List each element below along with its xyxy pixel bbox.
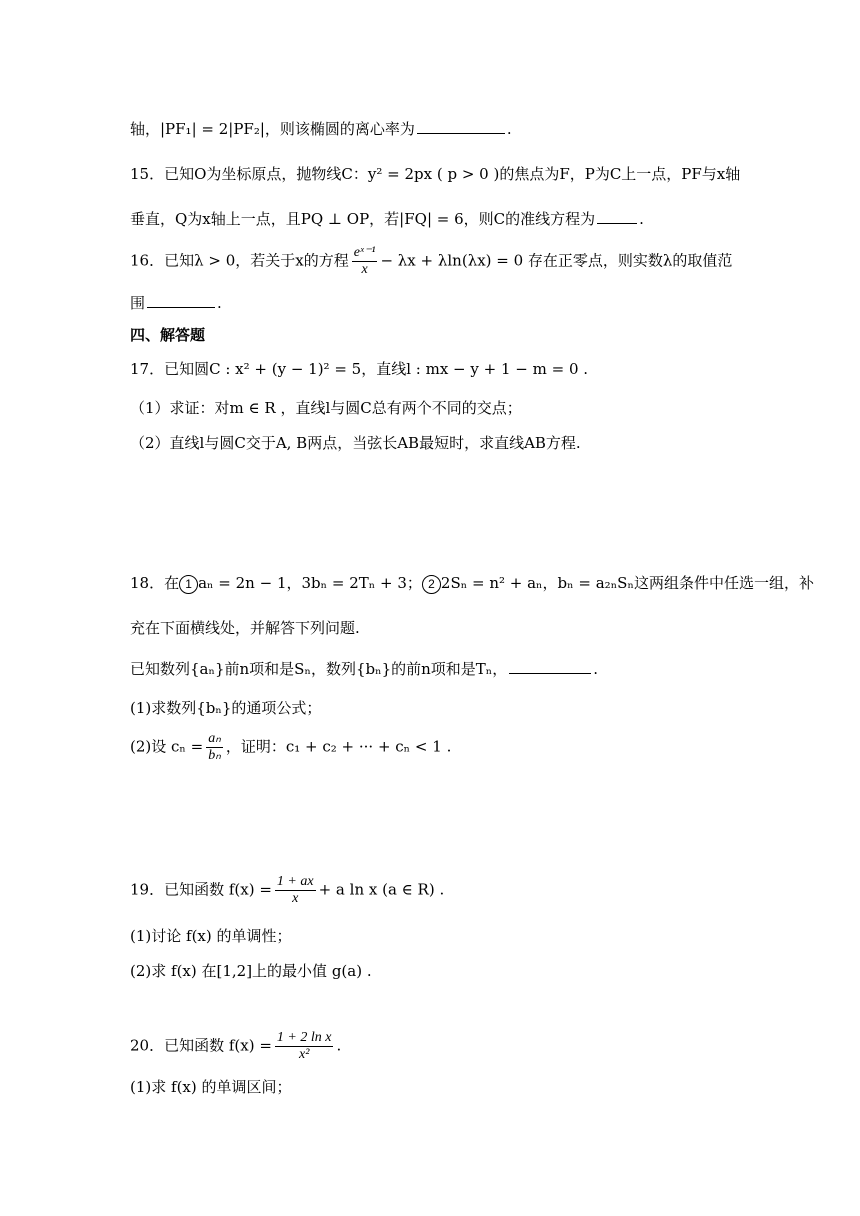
- q20-text-pre: 20．已知函数 f(x) =: [130, 1036, 272, 1055]
- q14-tail-line: [130, 118, 512, 139]
- q16-fraction: [352, 245, 378, 278]
- q16-text-post: − λx + λln(λx) = 0 存在正零点，则实数λ的取值范: [380, 251, 733, 270]
- q20-part-1: (1)求 f(x) 的单调区间；: [130, 1078, 292, 1096]
- q16-text-2: 围: [130, 294, 146, 312]
- fraction-numerator: aₙ: [206, 731, 223, 748]
- q17-part-2: （2）直线l与圆C交于A, B两点，当弦长AB最短时，求直线AB方程.: [130, 434, 581, 452]
- q16-line-1: [130, 245, 732, 278]
- answer-blank: [597, 222, 637, 224]
- q19-part-2: (2)求 f(x) 在[1,2]上的最小值 g(a) .: [130, 962, 372, 980]
- q15-line-2: [130, 208, 644, 229]
- q18-fraction: [206, 731, 223, 764]
- q14-tail-text: 轴，|PF₁| = 2|PF₂|，则该椭圆的离心率为: [130, 120, 415, 138]
- period: .: [217, 294, 222, 312]
- q20-line: [130, 1030, 341, 1063]
- q19-line: [130, 874, 444, 907]
- q19-part-1: (1)讨论 f(x) 的单调性；: [130, 927, 292, 945]
- q18-part-2: [130, 731, 451, 764]
- q19-fraction: [275, 874, 316, 907]
- q15-text-2: 垂直，Q为x轴上一点，且PQ ⊥ OP，若|FQ| = 6，则C的准线方程为: [130, 210, 596, 228]
- q17-part-1: （1）求证：对m ∈ R ，直线l与圆C总有两个不同的交点；: [130, 399, 522, 417]
- q18-condition-1: aₙ = 2n − 1，3bₙ = 2Tₙ + 3；: [198, 574, 422, 592]
- q18-text-pre: 18．在: [130, 574, 180, 592]
- fraction-numerator: 1 + ax: [275, 874, 316, 891]
- q19-text-pre: 19．已知函数 f(x) =: [130, 880, 272, 899]
- period: .: [639, 210, 644, 228]
- fraction-denominator: x²: [298, 1047, 310, 1063]
- answer-blank: [417, 132, 505, 134]
- q18-line-2: 充在下面横线处，并解答下列问题.: [130, 619, 360, 637]
- q18-line-1: [130, 572, 814, 594]
- fraction-denominator: x: [292, 891, 299, 907]
- q18-line-3: [130, 658, 598, 679]
- q17-line: 17．已知圆C : x² + (y − 1)² = 5，直线l : mx − y + 1 − m = 0 .: [130, 360, 589, 378]
- q20-text-post: .: [336, 1036, 342, 1055]
- q15-line-1: [130, 163, 740, 184]
- answer-blank: [147, 306, 215, 308]
- q18-part-2-pre: (2)设 cₙ =: [130, 737, 204, 756]
- fraction-denominator: x: [361, 262, 368, 278]
- circled-number-2: 2: [422, 575, 441, 594]
- q16-line-2: [130, 292, 222, 313]
- period: .: [593, 660, 599, 678]
- circled-number-1: 1: [179, 575, 198, 594]
- section-heading: 四、解答题: [130, 326, 206, 344]
- q18-text-3: 已知数列{aₙ}前n项和是Sₙ，数列{bₙ}的前n项和是Tₙ，: [130, 660, 508, 678]
- q16-text-pre: 16．已知λ > 0，若关于x的方程: [130, 251, 349, 270]
- q15-text-1: 15．已知O为坐标原点，抛物线C：y² = 2px ( p > 0 )的焦点为F，P为C上一点，PF与x轴: [130, 165, 741, 183]
- fraction-numerator: eˣ⁻¹: [352, 245, 378, 262]
- period: .: [506, 120, 512, 138]
- fraction-denominator: bₙ: [208, 748, 221, 764]
- q18-condition-2: 2Sₙ = n² + aₙ，bₙ = a₂ₙSₙ这两组条件中任选一组，补: [440, 574, 814, 592]
- q18-part-2-post: ，证明：c₁ + c₂ + ··· + cₙ < 1 .: [225, 737, 452, 756]
- fraction-numerator: 1 + 2 ln x: [275, 1030, 334, 1047]
- q18-part-1: (1)求数列{bₙ}的通项公式；: [130, 699, 322, 717]
- answer-blank: [509, 672, 591, 674]
- q19-text-post: + a ln x (a ∈ R) .: [318, 880, 445, 899]
- q20-fraction: [275, 1030, 334, 1063]
